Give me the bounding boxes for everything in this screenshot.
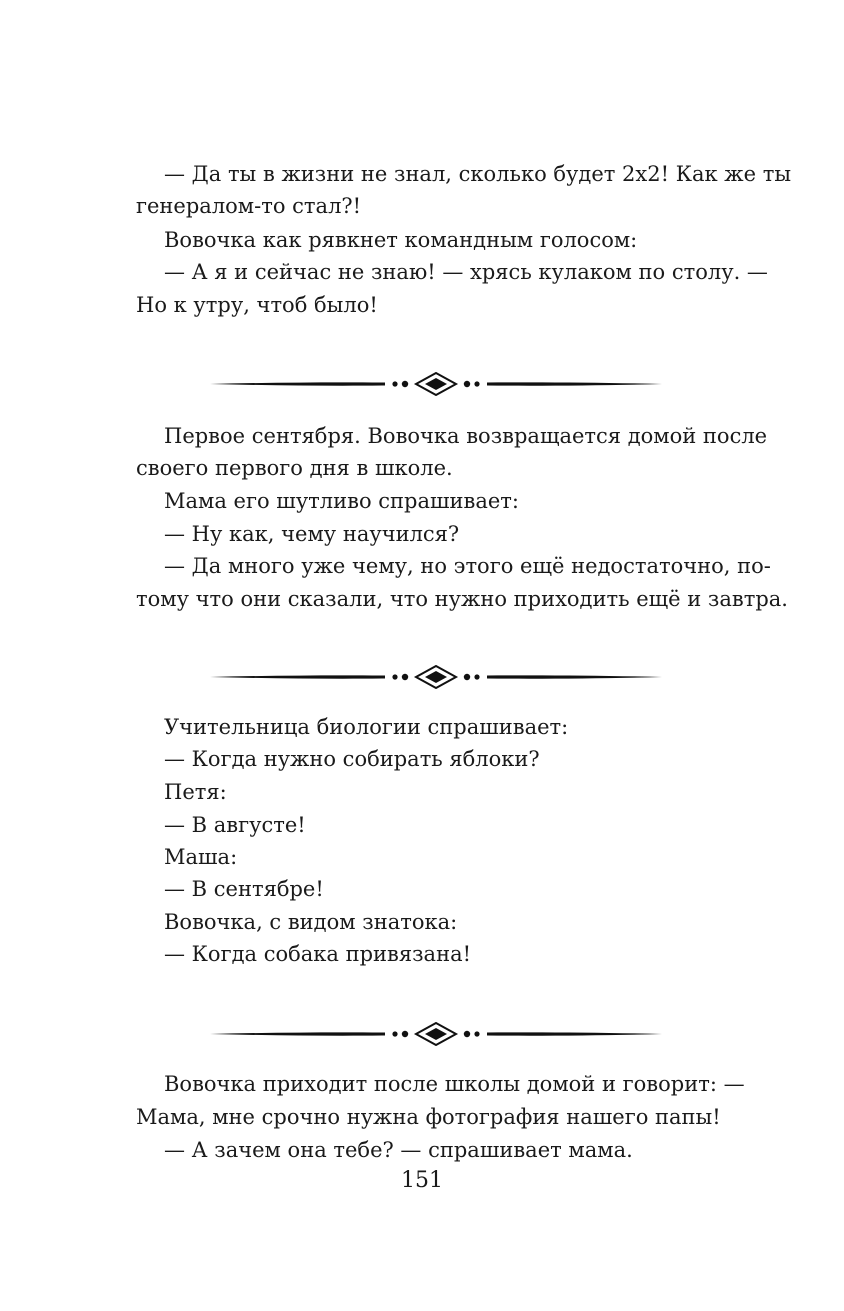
text-line: Первое сентября. Вовочка возвращается домой после xyxy=(164,424,768,448)
text-line: Мама, мне срочно нужна фотография нашего папы! xyxy=(136,1105,721,1129)
text-line: Петя: xyxy=(164,780,227,804)
text-line: — Когда нужно собирать яблоки? xyxy=(164,747,540,771)
text-line: тому что они сказали, что нужно приходить ещё и завтра. xyxy=(136,587,788,611)
ornament-divider xyxy=(210,665,662,689)
text-line: — Да много уже чему, но этого ещё недостаточно, по- xyxy=(164,554,771,578)
text-line: Но к утру, чтоб было! xyxy=(136,293,378,317)
text-line: — В сентябре! xyxy=(164,877,324,901)
text-line: Вовочка, с видом знатока: xyxy=(164,910,458,934)
ornament-divider xyxy=(210,1022,662,1046)
text-line: Вовочка приходит после школы домой и говорит: — xyxy=(164,1072,745,1096)
text-line: — Когда собака привязана! xyxy=(164,942,472,966)
text-line: — А зачем она тебе? — спрашивает мама. xyxy=(164,1138,633,1162)
text-line: — Да ты в жизни не знал, сколько будет 2х2! Как же ты xyxy=(164,162,792,186)
text-line: Учительница биологии спрашивает: xyxy=(164,715,569,739)
text-line: — Ну как, чему научился? xyxy=(164,522,460,546)
text-line: Вовочка как рявкнет командным голосом: xyxy=(164,228,638,252)
text-line: Мама его шутливо спрашивает: xyxy=(164,489,519,513)
ornament-divider xyxy=(210,372,662,396)
text-line: — А я и сейчас не знаю! — хрясь кулаком по столу. — xyxy=(164,260,768,284)
text-line: — В августе! xyxy=(164,813,306,837)
page-number: 151 xyxy=(401,1168,443,1193)
text-line: своего первого дня в школе. xyxy=(136,456,453,480)
text-line: Маша: xyxy=(164,845,238,869)
text-line: генералом-то стал?! xyxy=(136,194,362,218)
